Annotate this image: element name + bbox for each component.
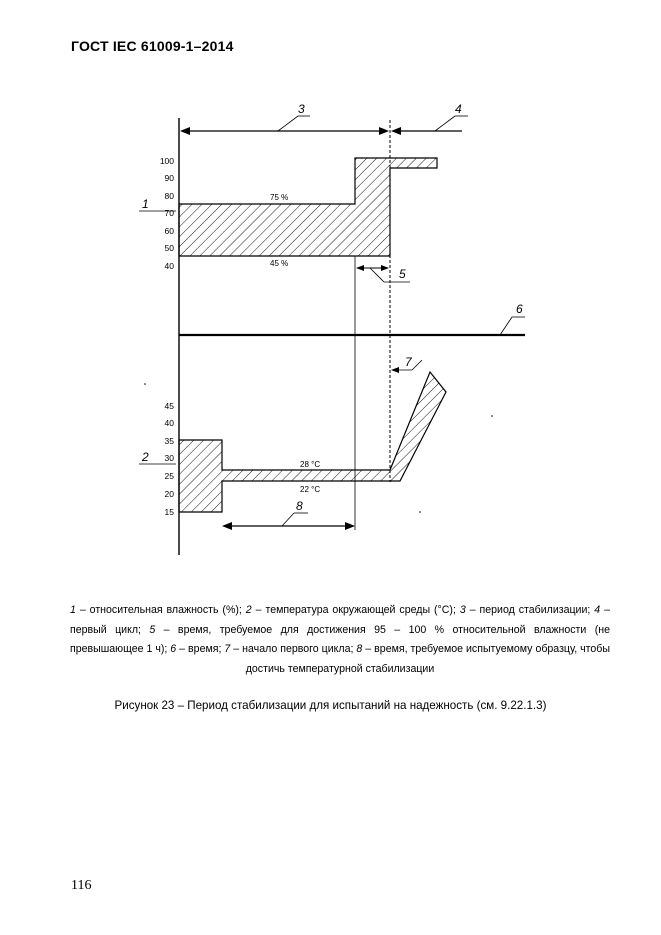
- legend-text-2: – температура окружающей среды (: [251, 604, 438, 616]
- legend-text-6: – время;: [176, 643, 225, 655]
- stabilization-period-arrow: [180, 127, 389, 135]
- document-header: ГОСТ IEC 61009-1–2014: [71, 38, 234, 54]
- scan-speck: [144, 383, 146, 385]
- humidity-tick-60: 60: [164, 226, 174, 236]
- legend-text-1: – относительная влажность (%);: [75, 604, 246, 616]
- legend-number-3: 3: [459, 604, 466, 616]
- humidity-tick-40: 40: [164, 261, 174, 271]
- humidity-upper-label: 75 %: [270, 193, 289, 202]
- humidity-lower-label: 45 %: [270, 259, 289, 268]
- legend-number-8: 8: [356, 643, 363, 655]
- humidity-tick-80: 80: [164, 191, 174, 201]
- temperature-tick-40: 40: [164, 418, 174, 428]
- legend-degree-unit: °C: [437, 604, 450, 616]
- temperature-tick-15: 15: [164, 507, 174, 517]
- legend-text-7: – начало первого цикла;: [230, 643, 357, 655]
- callout-5: 5: [399, 267, 406, 281]
- legend-number-7: 7: [224, 643, 231, 655]
- legend-number-5: 5: [149, 623, 156, 636]
- temperature-tick-35: 35: [164, 436, 174, 446]
- first-cycle-arrow: [391, 127, 462, 135]
- callout-1: 1: [142, 197, 149, 211]
- humidity-tick-70: 70: [164, 208, 174, 218]
- temperature-tick-25: 25: [164, 471, 174, 481]
- humidity-axis-ticks: [160, 156, 174, 271]
- legend-text-5: – время, требуемое для достижения 95 – 100 % относительной влажности (не превышающее 1 ч);: [70, 623, 610, 655]
- legend-number-2: 2: [245, 604, 252, 616]
- figure-legend: [70, 601, 610, 679]
- scan-speck: [491, 415, 493, 417]
- callout-3: 3: [298, 102, 305, 116]
- callout-4: 4: [455, 102, 462, 116]
- callout-2: 2: [142, 450, 149, 464]
- scan-speck: [419, 511, 421, 513]
- legend-number-1: 1: [70, 604, 76, 616]
- callout-7: 7: [405, 355, 412, 369]
- legend-text-4: – первый цикл;: [70, 604, 611, 636]
- page-number: 116: [71, 878, 92, 893]
- temperature-lower-label: 22 °C: [300, 485, 321, 494]
- humidity-band: [179, 158, 437, 256]
- callout-6: 6: [516, 302, 523, 316]
- legend-text-8: – время, требуемое испытуемому образцу, чтобы достичь температурной стабилизации: [245, 643, 610, 675]
- figure-title: Рисунок 23 – Период стабилизации для испытаний на надежность (см. 9.22.1.3): [114, 699, 547, 712]
- callout-8: 8: [296, 499, 303, 513]
- temperature-stabilization-arrow: [222, 522, 355, 530]
- temperature-tick-30: 30: [164, 453, 174, 463]
- temperature-upper-label: 28 °C: [300, 460, 321, 469]
- temperature-axis-ticks: [165, 401, 175, 517]
- legend-text-2b: );: [449, 604, 460, 616]
- legend-text-3: – период стабилизации;: [465, 604, 595, 616]
- humidity-tick-100: 100: [159, 156, 174, 166]
- legend-number-6: 6: [170, 643, 177, 655]
- legend-number-4: 4: [594, 604, 601, 616]
- temperature-tick-45: 45: [164, 401, 174, 411]
- humidity-tick-50: 50: [164, 243, 174, 253]
- temperature-tick-20: 20: [164, 489, 174, 499]
- humidity-tick-90: 90: [164, 173, 174, 183]
